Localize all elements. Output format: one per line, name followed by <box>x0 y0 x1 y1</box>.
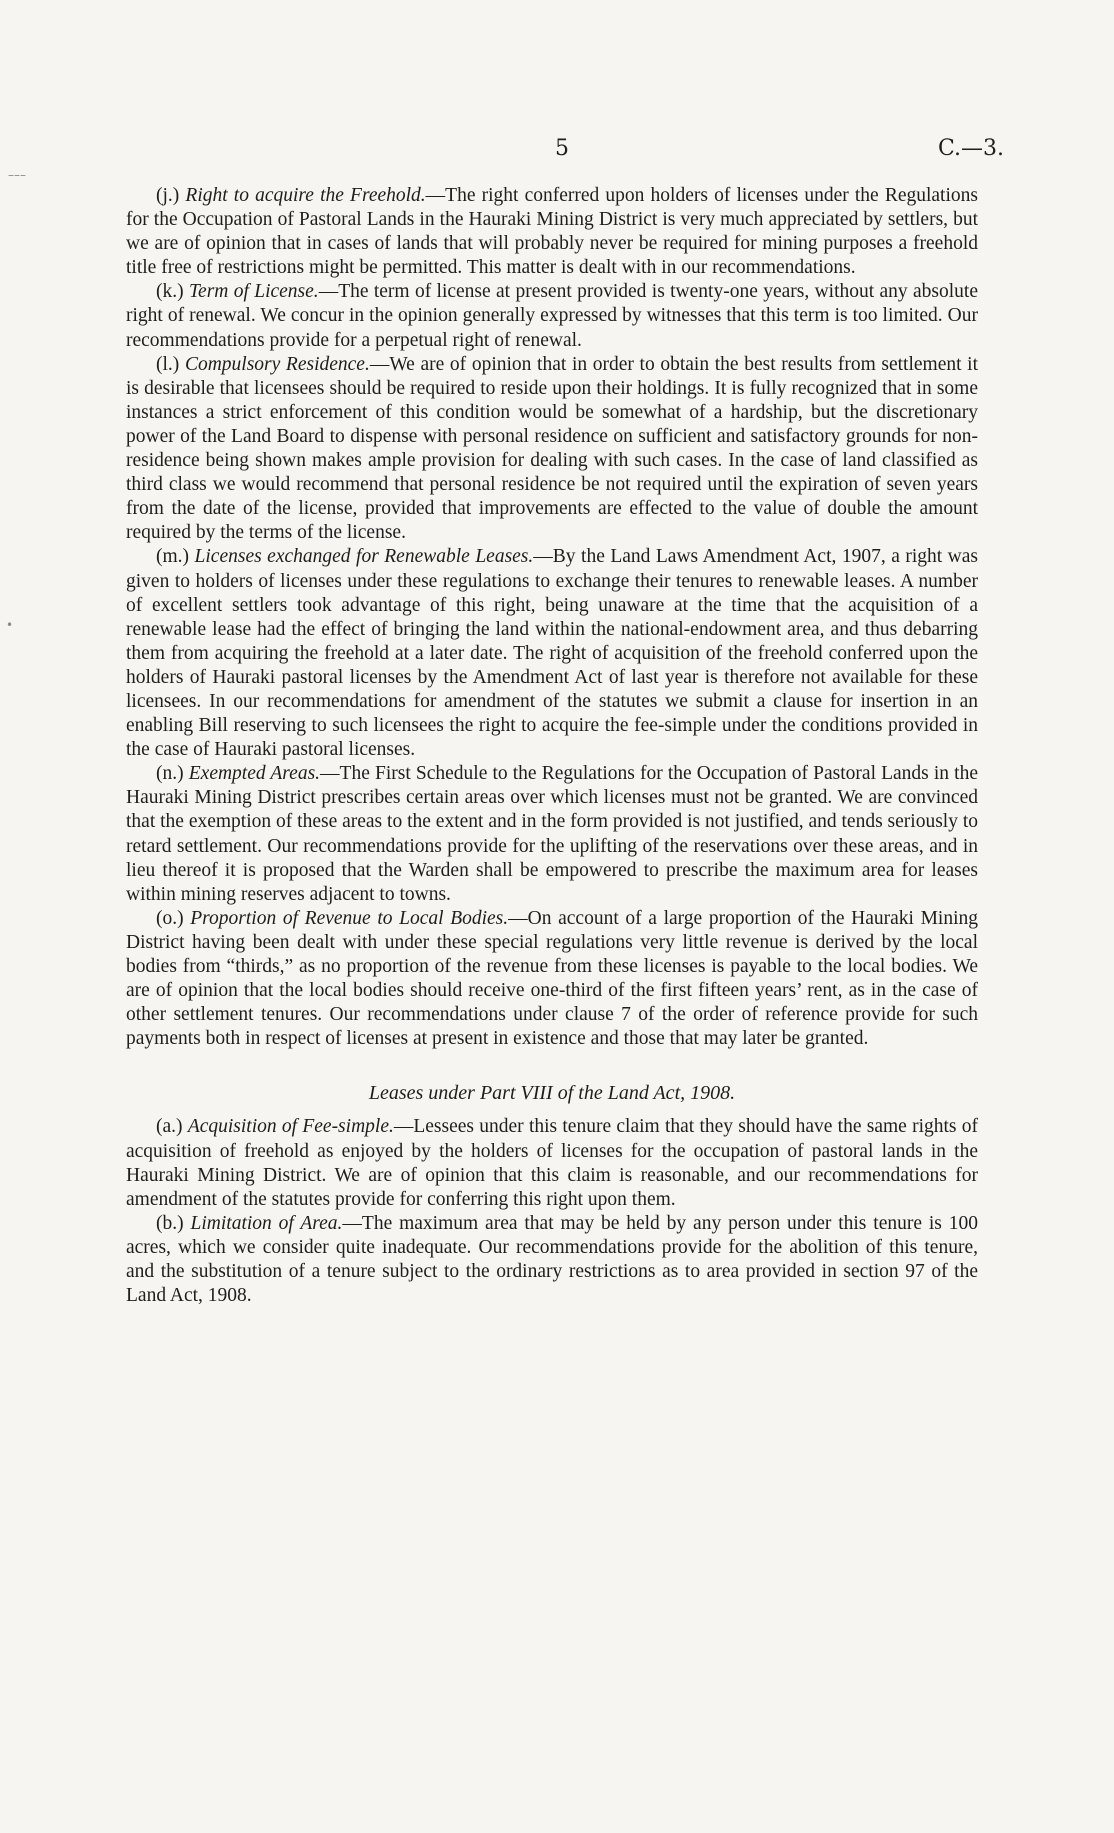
paragraph-label: (k.) <box>156 281 184 303</box>
paragraph-text: —By the Land Laws Amendment Act, 1907, a right was given to holders of licenses under these regulations to exchange their tenures to renewable leases. A number of excellent settlers took advantage of this right, being unaware at the time that the acquisition of a renewable lease had the effect of bringing the land within the national-endowment area, and thus debarring them from acquiring the freehold at a later date. The right of acquisition of the freehold conferred upon the holders of Hauraki pastoral licenses by the Amendment Act of last year is therefore not available for these licensees. In our recommendations for amendment of the statutes we submit a clause for insertion in an enabling Bill reserving to such licensees the right to acquire the fee-simple under the conditions provided in the case of Hauraki pastoral licenses. <box>126 546 979 761</box>
paragraph-j <box>126 184 978 280</box>
document-code: C.—3. <box>938 136 1005 161</box>
paragraph-m <box>126 545 978 762</box>
paragraph-text: —The First Schedule to the Regulations for the Occupation of Pastoral Lands in the Hauraki Mining District prescribes certain areas over which licenses must not be granted. We are convinced that the exemption of these areas to the extent and in the form provided is not justified, and tends seriously to retard settlement. Our recommendations provide for the uplifting of the reservations over these areas, and in lieu thereof it is proposed that the Warden shall be empowered to prescribe the maximum area for leases within mining reserves adjacent to towns. <box>126 763 978 905</box>
paragraph-label: (j.) <box>156 185 180 206</box>
paragraph-text: —Lessees under this tenure claim that they should have the same rights of acquisition of freehold as enjoyed by the holders of licenses for the occupation of pastoral lands in the Hauraki Mining District. We are of opinion that this claim is reasonable, and our recommendations for amendment of the statutes provide for conferring this right upon them. <box>126 1116 979 1210</box>
paragraph-label: (o.) <box>156 907 184 929</box>
paragraph-text: —On account of a large proportion of the Hauraki Mining District having been dealt with under these special regulations very little revenue is derived by the local bodies from “thirds,” as no proportion of the revenue from these licenses is payable to the local bodies. We are of opinion that the local bodies should receive one-third of the first fifteen years’ rent, as in the case of other settlement tenures. Our recommendations under clause 7 of the order of reference provide for such payments both in respect of licenses at present in existence and those that may later be granted. <box>126 907 979 1050</box>
paragraph-text: —The maximum area that may be held by any person under this tenure is 100 acres, which we consider quite inadequate. Our recommendations provide for the abolition of this tenure, and the substitution of a tenure subject to the ordinary restrictions as to area provided in section 97 of the Land Act, 1908. <box>126 1212 979 1307</box>
body-text <box>126 184 978 1308</box>
paragraph-title: Acquisition of Fee-simple. <box>187 1116 394 1138</box>
paragraph-label: (n.) <box>156 763 184 785</box>
paragraph-k <box>126 280 978 352</box>
page-number: 5 <box>555 136 569 161</box>
page-header <box>0 136 1114 166</box>
paragraph-b <box>126 1212 978 1308</box>
paragraph-n <box>126 762 978 907</box>
paragraph-l <box>126 353 978 546</box>
paragraph-title: Licenses exchanged for Renewable Leases. <box>194 546 534 568</box>
paragraph-title: Exempted Areas. <box>188 763 321 785</box>
paragraph-label: (m.) <box>156 546 190 568</box>
paragraph-title: Right to acquire the Freehold. <box>185 185 426 206</box>
paragraph-title: Limitation of Area. <box>190 1212 343 1234</box>
paragraph-label: (a.) <box>156 1116 183 1138</box>
paragraph-title: Proportion of Revenue to Local Bodies. <box>190 907 509 929</box>
margin-mark-left: • <box>6 618 14 632</box>
paragraph-o <box>126 907 978 1052</box>
paragraph-label: (l.) <box>156 353 180 375</box>
paragraph-title: Compulsory Residence. <box>184 353 370 375</box>
paragraph-a <box>126 1115 978 1211</box>
paragraph-title: Term of License. <box>188 281 319 303</box>
paragraph-text: —The term of license at present provided is twenty-one years, without any absolute right of renewal. We concur in the opinion generally expressed by witnesses that this term is too limited. Our recommendations provide for a perpetual right of renewal. <box>126 281 979 351</box>
paragraph-text: —We are of opinion that in order to obtain the best results from settlement it is desirable that licensees should be required to reside upon their holdings. It is fully recognized that in some instances a strict enforcement of this condition would be somewhat of a hardship, but the discretionary power of the Land Board to dispense with personal residence on sufficient and satisfactory grounds for non-residence being shown makes ample provision for dealing with such cases. In the case of land classified as third class we would recommend that personal residence be not required until the expiration of seven years from the date of the license, provided that improvements are effected to the value of double the amount required by the terms of the license. <box>126 353 978 544</box>
section-heading: Leases under Part VIII of the Land Act, 1908. <box>368 1082 736 1105</box>
paragraph-text: —The right conferred upon holders of licenses under the Regulations for the Occupation of Pastoral Lands in the Hauraki Mining District is very much appreciated by settlers, but we are of opinion that in cases of lands that will probably never be required for mining purposes a freehold title free of restrictions might be permitted. This matter is dealt with in our recommendations. <box>126 185 978 279</box>
margin-mark-top: ––– <box>8 168 26 182</box>
paragraph-label: (b.) <box>156 1212 184 1234</box>
